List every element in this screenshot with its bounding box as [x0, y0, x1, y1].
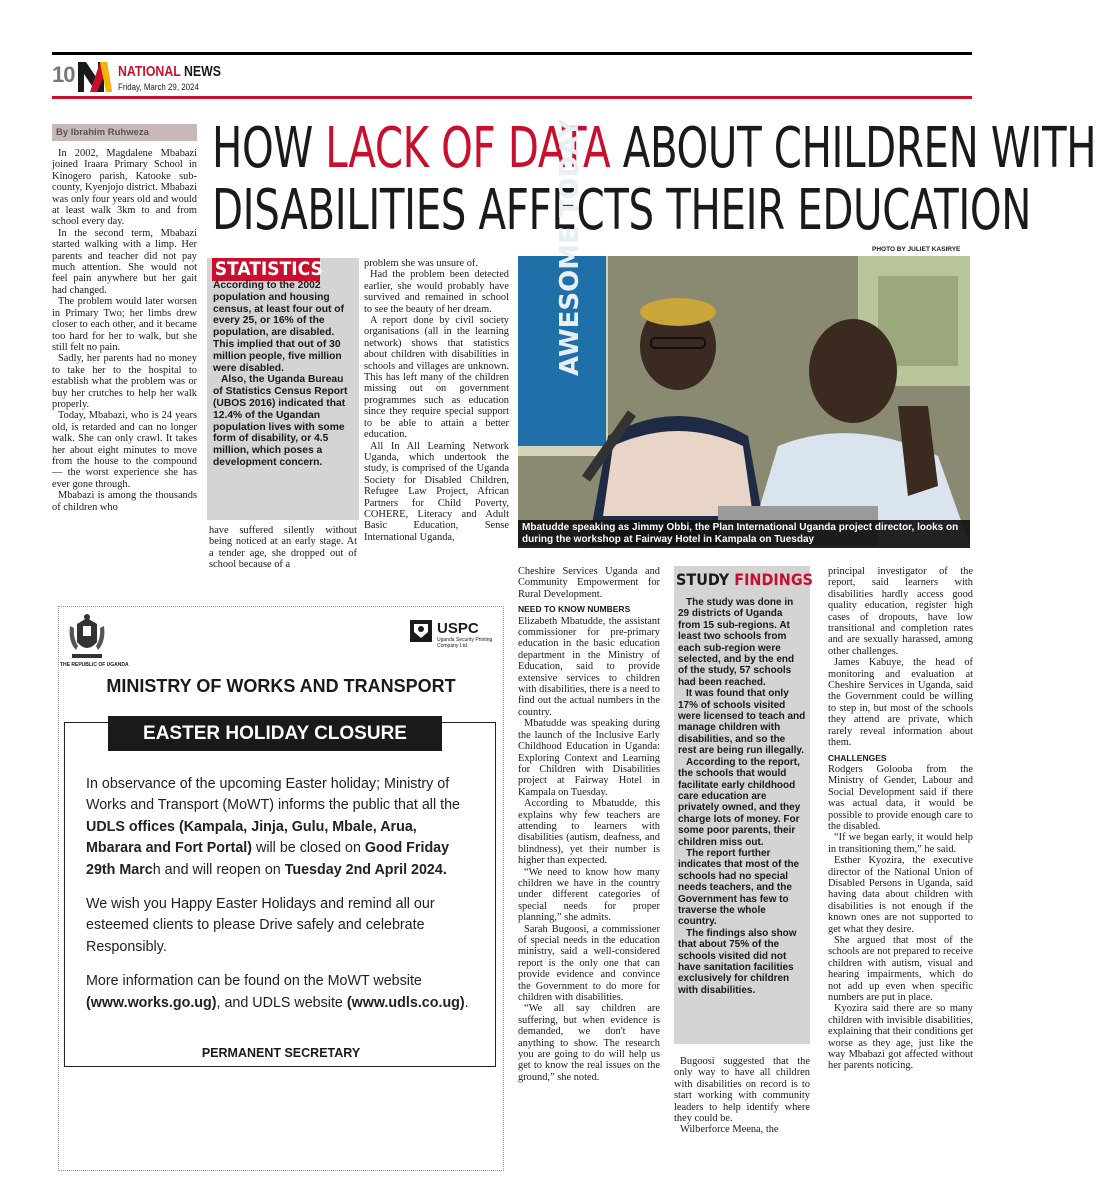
- page-number: 10: [52, 62, 75, 87]
- subhead: CHALLENGES: [828, 752, 887, 763]
- paragraph: It was found that only 17% of schools visited were licensed to teach and manage children with disabilities, and so the rest are being run illegally.: [678, 688, 806, 757]
- paragraph: Bugoosi suggested that the only way to have all children with disabilities on record is to start working with community leaders to help identify where they could be.: [674, 1056, 810, 1125]
- paragraph: principal investigator of the report, said learners with disabilities hardly access good quality education, register high cases of dropouts, have low transitional and completion rates and are sexually harassed, among other challenges.: [828, 566, 973, 657]
- paragraph: Had the problem been detected earlier, she would probably have survived and remained in school to see the beauty of her dream.: [364, 269, 509, 315]
- paragraph: “If we began early, it would help in transitioning them,” he said.: [828, 832, 973, 855]
- subhead: NEED TO KNOW NUMBERS: [518, 604, 631, 615]
- statistics-text: [213, 280, 355, 469]
- paragraph: According to the report, the schools that would facilitate early childhood care education are privately owned, and they charge lots of money. For some poor parents, their children miss out.: [678, 756, 801, 848]
- byline: By Ibrahim Ruhweza: [56, 127, 149, 138]
- paragraph: Wilberforce Meena, the: [680, 1124, 779, 1136]
- headline-line-1: HOW LACK OF DATA ABOUT CHILDREN WITH: [212, 116, 1096, 181]
- paragraph: She argued that most of the schools are not prepared to receive children with autism, visual and hearing impairments, which do not add up even when specific numbers are put in place.: [828, 935, 973, 1004]
- red-rule: [52, 96, 972, 99]
- issue-date: Friday, March 29, 2024: [118, 82, 199, 92]
- article-column-5: [674, 1056, 810, 1136]
- paragraph: James Kabuye, the head of monitoring and evaluation at Cheshire Services in Uganda, said the Government could be willing to step in, but most of the schools they attend are private, which rarely reveal information about them.: [828, 657, 973, 749]
- paragraph: In 2002, Magdalene Mbabazi joined Iraara Primary School in Kinogero parish, Katooke sub-county, Kyenjojo district. Mbabazi was only four years old and would at least walk 3km to and from school every day.: [52, 148, 197, 228]
- notice-paragraph-1: In observance of the upcoming Easter holiday; Ministry of Works and Transport (MoWT) informs the public that all the UDLS offices (Kampala, Jinja, Gulu, Mbale, Arua, Mbarara and Fort Portal) will be closed on Good Friday 29th March and will reopen on Tuesday 2nd April 2024.: [86, 776, 460, 878]
- paragraph: Today, Mbabazi, who is 24 years old, is retarded and can no longer walk. She can only crawl. It takes her about eight minutes to move from the house to the compound — the worst experience she has ever gone through.: [52, 410, 197, 490]
- uspc-full-name: Uganda Security Printing Company Ltd.: [437, 637, 493, 649]
- paragraph: Rodgers Golooba from the Ministry of Gender, Labour and Social Development said if there was actual data, it would be possible to provide enough care to the disabled.: [828, 763, 973, 832]
- paragraph: According to the 2002 population and housing census, at least four out of every 25, or 16% of the population, are disabled. This implied that out of 30 million people, five million were disabled.: [213, 280, 345, 374]
- article-column-3: [364, 258, 509, 543]
- paragraph: A report done by civil society organisations (all in the learning network) shows that statistics about children with disabilities in schools and villages are unknown. This has left many of the children missing out on government programmes such as education since they require special support to be able to attain a better education.: [364, 315, 509, 441]
- article-column-2: [209, 525, 357, 571]
- paragraph: In the second term, Mbabazi started walking with a limp. Her parents and teacher did not pay much attention. She would not feel pain anywhere but her gait had changed.: [52, 227, 197, 296]
- board-text: AWESOME TODAY: [555, 119, 585, 376]
- top-rule: [52, 52, 972, 55]
- uspc-name: USPC: [437, 620, 479, 637]
- man-head: [809, 319, 897, 423]
- paragraph: Sarah Bugoosi, a commissioner of special needs in the education ministry, said a well-considered report is the only one that can provide evidence and convince the Government to do more for children with disabilities.: [518, 923, 660, 1004]
- study-findings-title: STUDY FINDINGS: [676, 570, 814, 589]
- notice-paragraph-3: More information can be found on the MoWT website (www.works.go.ug), and UDLS website (www.udls.co.ug).: [86, 973, 469, 1011]
- paragraph: Esther Kyozira, the executive director of the National Union of Disabled Persons in Uganda, said having data about children with disabilities is not enough if the known ones are not supported to get what they desire.: [828, 855, 973, 935]
- paragraph: problem she was unsure of.: [364, 258, 478, 269]
- paragraph: The problem would later worsen in Primary Two; her limbs drew closer to each other, and it became too hard for her to walk, but she still felt no pain.: [52, 296, 197, 353]
- article-column-4: [518, 566, 660, 1083]
- paragraph: All In All Learning Network Uganda, which undertook the study, is comprised of the Uganda Society for Disabled Children, Refugee Law Project, African Partners for Child Poverty, COHERE, Literacy and Adult Basic Education, Sense International Uganda,: [364, 440, 509, 543]
- photo-credit: PHOTO BY JULIET KASIRYE: [872, 246, 961, 253]
- study-findings-text: [678, 597, 806, 996]
- paragraph: According to Mbatudde, this explains why few teachers are attending to learners with disabilities (autism, deafness, and blindness), yet their number is higher than expected.: [518, 798, 660, 867]
- new-vision-logo-icon: [76, 58, 114, 94]
- uspc-logo-icon: [408, 618, 434, 644]
- paragraph: “We all say children are suffering, but when evidence is demanded, we don't have anything to show. The research you are going to do will help us get to know the real issues on the ground,” she noted.: [518, 1003, 660, 1083]
- paragraph: Sadly, her parents had no money to take her to the hospital to establish what the problem was or buy her crutches to help her walk properly.: [52, 353, 197, 410]
- paragraph: Cheshire Services Uganda and Community Empowerment for Rural Development.: [518, 566, 660, 600]
- paragraph: Kyozira said there are so many children with invisible disabilities, explaining that their conditions get worse as they age, just like the way Mbabazi got affected without her parents noticing.: [828, 1003, 973, 1072]
- article-column-1: [52, 148, 197, 513]
- paragraph: The findings also show that about 75% of the schools visited did not have sanitation facilities exclusively for children with disabilities.: [678, 927, 797, 996]
- coat-of-arms-icon: [64, 612, 110, 662]
- paragraph: The study was done in 29 districts of Uganda from 15 sub-regions. At least two schools from each sub-region were selected, and by the end of the study, 57 schools had been reached.: [678, 597, 795, 688]
- paragraph: The report further indicates that most of the schools had no special needs teachers, and the Government has few to traverse the whole country.: [678, 847, 800, 928]
- headline: [212, 116, 1096, 243]
- statistics-title: STATISTICS: [212, 258, 320, 281]
- ministry-title: MINISTRY OF WORKS AND TRANSPORT: [106, 676, 456, 696]
- paragraph: Mbatudde was speaking during the launch of the Inclusive Early Childhood Education in Uganda: Exploring Context and Learning for Children with Disabilities project at Fairway Hotel in Kampala on Tuesday.: [518, 718, 660, 798]
- article-column-6: [828, 566, 973, 1072]
- notice-paragraph-2: We wish you Happy Easter Holidays and remind all our esteemed clients to please Drive safely and celebrate Responsibly.: [86, 896, 435, 955]
- paragraph: Elizabeth Mbatudde, the assistant commissioner for pre-primary education in the basic education department in the Ministry of Education, said to provide extensive services to children with disabilities, there is a need to find out the actual numbers in the country.: [518, 615, 660, 718]
- closure-banner: EASTER HOLIDAY CLOSURE: [108, 716, 442, 751]
- paragraph: Also, the Uganda Bureau of Statistics Census Report (UBOS 2016) indicated that 12.4% of the Ugandan population lives with some form of disability, or 4.5 million, which poses a development concern.: [213, 374, 348, 468]
- photo-caption: Mbatudde speaking as Jimmy Obbi, the Plan International Uganda project director, looks on during the workshop at Fairway Hotel in Kampala on Tuesday: [522, 522, 959, 545]
- notice-body: [86, 774, 476, 1027]
- paragraph: Mbabazi is among the thousands of children who: [52, 490, 197, 513]
- coat-of-arms-label: THE REPUBLIC OF UGANDA: [60, 662, 129, 668]
- paragraph: have suffered silently without being noticed at an early stage. At a tender age, she dropped out of school because of a: [209, 525, 357, 571]
- headline-line-2: DISABILITIES AFFECTS THEIR EDUCATION: [212, 178, 1032, 243]
- signature: PERMANENT SECRETARY: [201, 1046, 361, 1060]
- paragraph: “We need to know how many children we have in the country under different categories of special needs for proper planning,” she admits.: [518, 866, 660, 924]
- section-title: NATIONAL NEWS: [118, 64, 221, 80]
